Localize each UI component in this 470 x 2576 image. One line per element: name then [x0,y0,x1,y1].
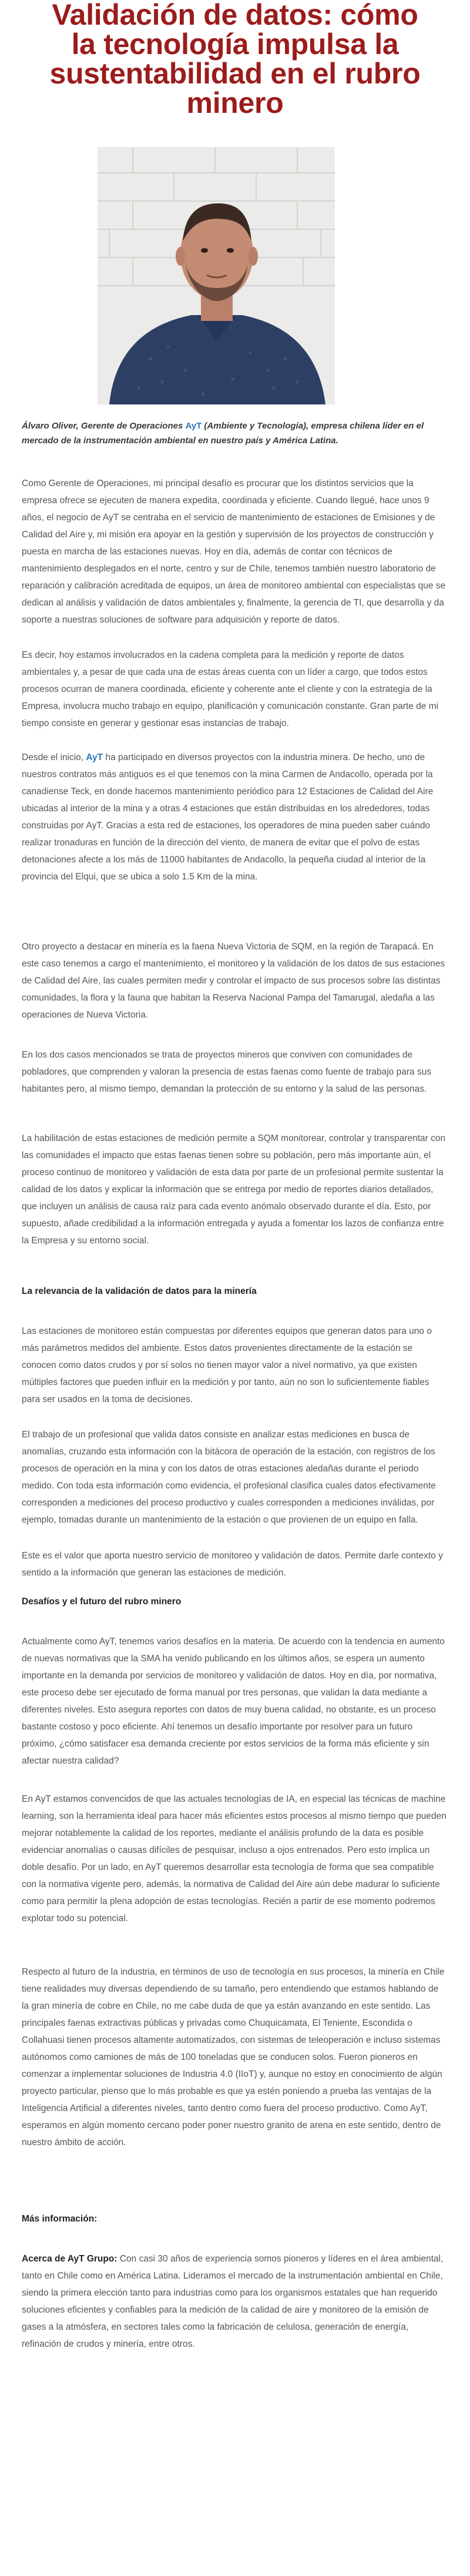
paragraph-10: Actualmente como AyT, tenemos varios desafíos en la materia. De acuerdo con la tendencia en aumento de nuevas normativas que la SMA ha venido publicando en los últimos años, se espera un aumento importante en la demanda por servicios de monitoreo y validación de datos. Hoy en día, por normativa, este proceso debe ser ejecutado de forma manual por tres personas, que validan la data mediante a diferentes niveles. Esto asegura reportes con datos de muy buena calidad, no obstante, es un proceso bastante costoso y poco eficiente. Ahí tenemos un desafío importante por resolver para un futuro próximo, ¿cómo satisfacer esa demanda creciente por estos servicios de la forma más eficiente y sin afectar nuestra calidad? [22,1637,445,1766]
paragraph-1: Como Gerente de Operaciones, mi principal desafío es procurar que los distintos servicios que la empresa ofrece se ejecuten de manera expedita, coordinada y eficiente. Cuando llegué, hace unos 9 años, el negocio de AyT se centraba en el servicio de mantenimiento de estaciones de Emisiones y de Calidad del Aire y, mi misión era apoyar en la gestión y supervisión de los proyectos de construcción y puesta en marcha de las estaciones nuevas. Hoy en día, además de contar con técnicos de mantenimiento desplegados en el norte, centro y sur de Chile, tenemos también nuestro laboratorio de reparación y calibración acreditada de equipos, un área de monitoreo ambiental con especialistas que se dedican al análisis y validación de datos ambientales y, finalmente, la gerencia de TI, que desarrolla y da soporte a nuestras soluciones de software para adquisición y reporte de datos. [22,479,446,625]
about-label: Acerca de AyT Grupo: [22,2254,118,2264]
caption-text-1: Álvaro Oliver, Gerente de Operaciones [22,421,186,431]
article-title: Validación de datos: cómo la tecnología impulsa la sustentabilidad en el rubro minero [49,0,421,119]
paragraph-9: Este es el valor que aporta nuestro servicio de monitoreo y validación de datos. Permite darle contexto y sentido a la información que generan las estaciones de medición. [22,1551,443,1578]
paragraph-6: La habilitación de estas estaciones de medición permite a SQM monitorear, controlar y transparentar con las comunidades el impacto que estas faenas tienen sobre su población, pero más importante aún, el proceso continuo de monitoreo y validación de esta data por parte de un profesional permite sustentar la calidad de los datos y explicar la información que se entrega por medio de reportes diarios detallados, que incluyen un análisis de causa raíz para cada evento anómalo observado durante el día. Esto, por supuesto, añade credibilidad a la información entregada y ayuda a fomentar los lazos de confianza entre la Empresa y su entorno social. [22,1133,446,1246]
section-heading-validation: La relevancia de la validación de datos para la minería [22,1286,257,1296]
portrait-photo [98,147,335,404]
paragraph-11: En AyT estamos convencidos de que las actuales tecnologías de IA, en especial las técnicas de machine learning, son la herramienta ideal para hacer más eficientes estos procesos al mismo tiempo que pueden mejorar notablemente la calidad de los reportes, mediante el análisis profundo de la data es posible evidenciar anomalías o causas difíciles de pesquisar, incluso a ojos entrenados. Pero esto implica un doble desafío. Por un lado, en AyT queremos desarrollar esta tecnología de forma que sea compatible con la normativa vigente pero, además, la normativa de Calidad del Aire aún debe madurar lo suficiente como para permitir la plena adopción de estas tecnologías. Recién a partir de ese momento podremos explotar todo su potencial. [22,1794,446,1923]
paragraph-3-brand[interactable]: AyT [86,752,103,762]
paragraph-8: El trabajo de un profesional que valida datos consiste en analizar estas mediciones en busca de anomalías, cruzando esta información con la bitácora de operación de la estación, con registros de los procesos de operación en la mina y con los datos de otras estaciones aledañas durante el periodo medido. Con toda esta información como evidencia, el profesional clasifica cuales datos efectivamente corresponden a mediciones del proceso productivo y cuales corresponden a mediciones inválidas, por ejemplo, tomadas durante un mantenimiento de la estación o que provienen de un equipo en falla. [22,1430,436,1525]
paragraph-3-text-1: Desde el inicio, [22,752,86,762]
section-heading-challenges: Desafíos y el futuro del rubro minero [22,1597,182,1607]
caption-brand-link[interactable]: AyT [185,421,202,431]
paragraph-3-text-2: ha participado en diversos proyectos con la industria minera. De hecho, uno de nuestros contratos más antiguos es el que tenemos con la mina Carmen de Andacollo, operada por la canadiense Teck, en donde hacemos mantenimiento periódico para 12 Estaciones de Calidad del Aire ubicadas al interior de la mina y a otras 4 estaciones que están distribuidas en los alrededores, todas construidas por AyT. Gracias a esta red de estaciones, los operadores de mina pueden saber cuándo realizar tronaduras en función de la dirección del viento, de manera de evitar que el polvo de estas detonaciones afecte a los más de 11000 habitantes de Andacollo, la pequeña ciudad al interior de la provincia del Elqui, que se ubica a solo 1.5 Km de la mina. [22,752,434,882]
section-heading-more-info: Más información: [22,2214,98,2224]
photo-caption [22,419,447,448]
paragraph-12: Respecto al futuro de la industria, en términos de uso de tecnología en sus procesos, la minería en Chile tiene realidades muy diversas dependiendo de su tamaño, pero entendiendo que estamos hablando de la gran minería de cobre en Chile, no me cabe duda de que ya están avanzando en este sentido. Las principales faenas extractivas públicas y privadas como Chuquicamata, El Teniente, Escondida o Collahuasi tienen procesos altamente automatizados, con sistemas de teleoperación e incluso sistemas autónomos como camiones de más de 100 toneladas que se conducen solos. Fueron pioneros en comenzar a implementar soluciones de Industria 4.0 (IIoT) y, aunque no estoy en conocimiento de algún proyecto particular, pienso que lo más probable es que ya estén poniendo a prueba las ventajas de la Inteligencia Artificial a diferentes niveles, tanto dentro como fuera del proceso productivo. Como AyT, esperamos en algún momento cercano poder poner nuestro granito de arena en este sentido, dentro de nuestro ámbito de acción. [22,1967,445,2147]
paragraph-4: Otro proyecto a destacar en minería es la faena Nueva Victoria de SQM, en la región de Tarapacá. En este caso tenemos a cargo el mantenimiento, el monitoreo y la validación de los datos de sus estaciones de Calidad del Aire, las cuales permiten medir y controlar el impacto de sus procesos sobre las distintas comunidades, la flora y la fauna que habitan la Reserva Nacional Pampa del Tamarugal, aledaña a las operaciones de Nueva Victoria. [22,942,445,1020]
paragraph-2: Es decir, hoy estamos involucrados en la cadena completa para la medición y reporte de datos ambientales y, a pesar de que cada una de estas áreas cuenta con un líder a cargo, que todos estos procesos ocurran de manera coordinada, eficiente y coherente ante el cliente y con la estrategia de la Empresa, involucra mucho trabajo en equipo, planificación y comunicación constante. Gran parte de mi tiempo consiste en generar y gestionar esas instancias de trabajo. [22,650,439,728]
paragraph-about [22,2250,447,2353]
about-text: Con casi 30 años de experiencia somos pioneros y líderes en el área ambiental, tanto en Chile como en América Latina. Lideramos el mercado de la instrumentación ambiental en Chile, siendo la primera elección tanto para industrias como para los organismos estatales que han requerido soluciones eficientes y confiables para la medición de la calidad de aire y monitoreo de la emisión de gases a la atmósfera, en sectores tales como la fabricación de celulosa, generación de energía, refinación de crudos y minería, entre otros. [22,2254,444,2349]
paragraph-7: Las estaciones de monitoreo están compuestas por diferentes equipos que generan datos para uno o más parámetros medidos del ambiente. Estos datos provenientes directamente de la estación se conocen como datos crudos y por sí solos no tienen mayor valor a nivel normativo, ya que existen múltiples factores que pueden influir en la medición y por tanto, aún no son lo suficientemente fiables para ser usados en la toma de decisiones. [22,1326,432,1404]
caption-text-2: (Ambiente y Tecnología), empresa chilena líder en el mercado de la instrumentación ambiental en nuestro país y América Latina. [22,421,424,446]
paragraph-5: En los dos casos mencionados se trata de proyectos mineros que conviven con comunidades de pobladores, que comprenden y valoran la presencia de estas faenas como fuente de trabajo para sus habitantes pero, al mismo tiempo, demandan la protección de su entorno y la salud de las personas. [22,1050,432,1094]
paragraph-3 [22,749,447,885]
